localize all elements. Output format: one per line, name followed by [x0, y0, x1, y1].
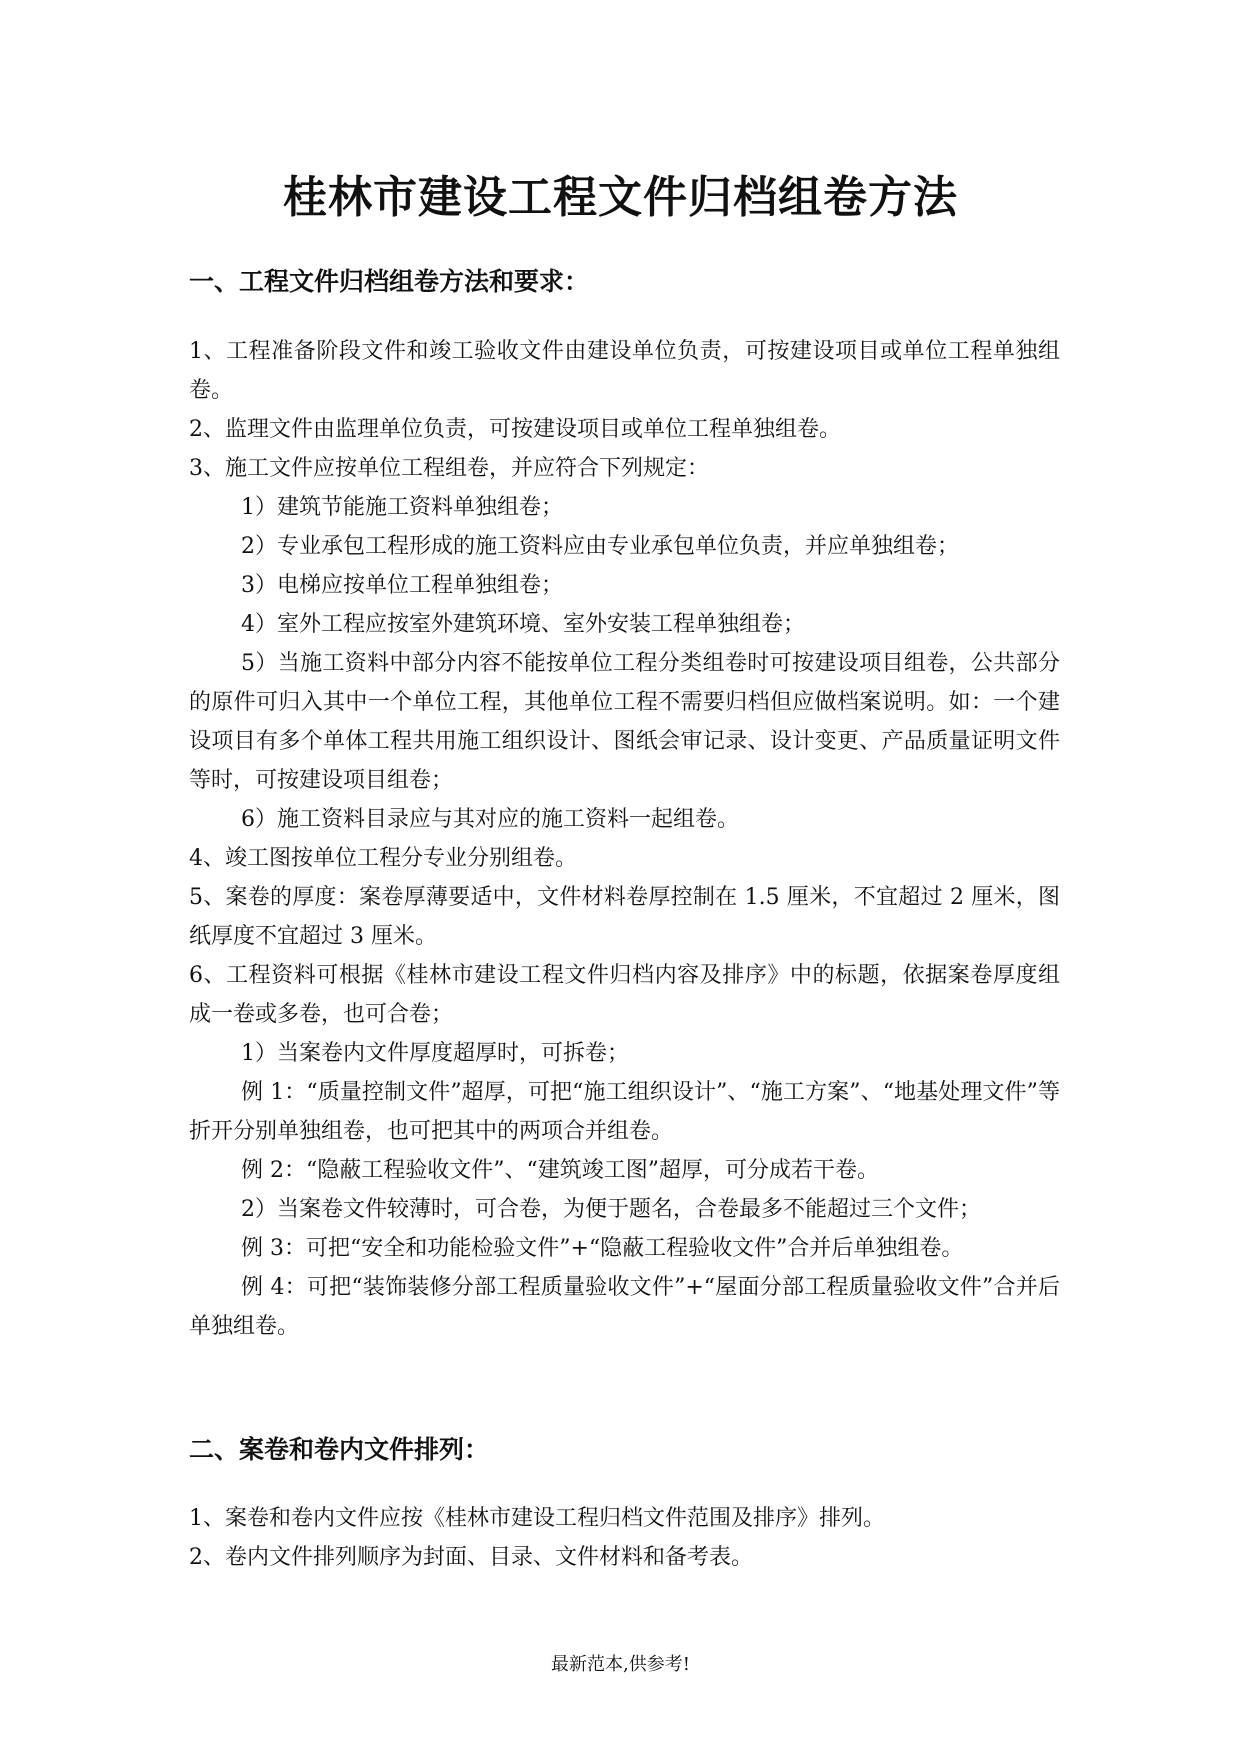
- paragraph-1-3: 3、施工文件应按单位工程组卷，并应符合下列规定：: [189, 456, 709, 481]
- page-footer: 最新范本,供参考!: [551, 1654, 690, 1675]
- example-3: 例 3：可把“安全和功能检验文件”+“隐蔽工程验收文件”合并后单独组卷。: [241, 1236, 964, 1261]
- paragraph-1-4: 4、竣工图按单位工程分专业分别组卷。: [189, 846, 577, 871]
- sub-item-3-3: 3）电梯应按单位工程单独组卷；: [241, 573, 563, 598]
- paragraph-1-5: 5、案卷的厚度：案卷厚薄要适中，文件材料卷厚控制在 1.5 厘米，不宜超过 2 厘米，图纸厚度不宜超过 3 厘米。: [189, 885, 1060, 949]
- sub-item-3-6: 6）施工资料目录应与其对应的施工资料一起组卷。: [241, 807, 739, 832]
- sub-item-3-4: 4）室外工程应按室外建筑环境、室外安装工程单独组卷；: [241, 612, 805, 637]
- paragraph-1-2: 2、监理文件由监理单位负责，可按建设项目或单位工程单独组卷。: [189, 417, 841, 442]
- sub-item-3-2: 2）专业承包工程形成的施工资料应由专业承包单位负责，并应单独组卷；: [241, 534, 959, 559]
- example-1: 例 1：“质量控制文件”超厚，可把“施工组织设计”、“施工方案”、“地基处理文件”等折开分别单独组卷，也可把其中的两项合并组卷。: [189, 1080, 1060, 1144]
- section-body-1: [189, 332, 1060, 1346]
- page-title: 桂林市建设工程文件归档组卷方法: [283, 172, 958, 223]
- sub-item-3-1: 1）建筑节能施工资料单独组卷；: [241, 495, 563, 520]
- section-body-2: [189, 1499, 1060, 1577]
- sub-item-6-2: 2）当案卷文件较薄时，可合卷，为便于题名，合卷最多不能超过三个文件；: [241, 1197, 981, 1222]
- paragraph-2-2: 2、卷内文件排列顺序为封面、目录、文件材料和备考表。: [189, 1545, 753, 1570]
- paragraph-2-1: 1、案卷和卷内文件应按《桂林市建设工程归档文件范围及排序》排列。: [189, 1506, 885, 1531]
- paragraph-1-1: 1、工程准备阶段文件和竣工验收文件由建设单位负责，可按建设项目或单位工程单独组卷。: [189, 339, 1060, 403]
- paragraph-1-6: 6、工程资料可根据《桂林市建设工程文件归档内容及排序》中的标题，依据案卷厚度组成一卷或多卷，也可合卷；: [189, 963, 1060, 1027]
- section-heading-1: 一、工程文件归档组卷方法和要求：: [189, 267, 590, 296]
- sub-item-3-5: 5）当施工资料中部分内容不能按单位工程分类组卷时可按建设项目组卷，公共部分的原件可归入其中一个单位工程，其他单位工程不需要归档但应做档案说明。如：一个建设项目有多个单体工程共用施工组织设计、图纸会审记录、设计变更、产品质量证明文件等时，可按建设项目组卷；: [189, 651, 1060, 793]
- example-4: 例 4：可把“装饰装修分部工程质量验收文件”+“屋面分部工程质量验收文件”合并后单独组卷。: [189, 1275, 1060, 1339]
- example-2: 例 2：“隐蔽工程验收文件”、“建筑竣工图”超厚，可分成若干卷。: [241, 1158, 879, 1183]
- sub-item-6-1: 1）当案卷内文件厚度超厚时，可拆卷；: [241, 1041, 629, 1066]
- section-heading-2: 二、案卷和卷内文件排列：: [189, 1435, 490, 1464]
